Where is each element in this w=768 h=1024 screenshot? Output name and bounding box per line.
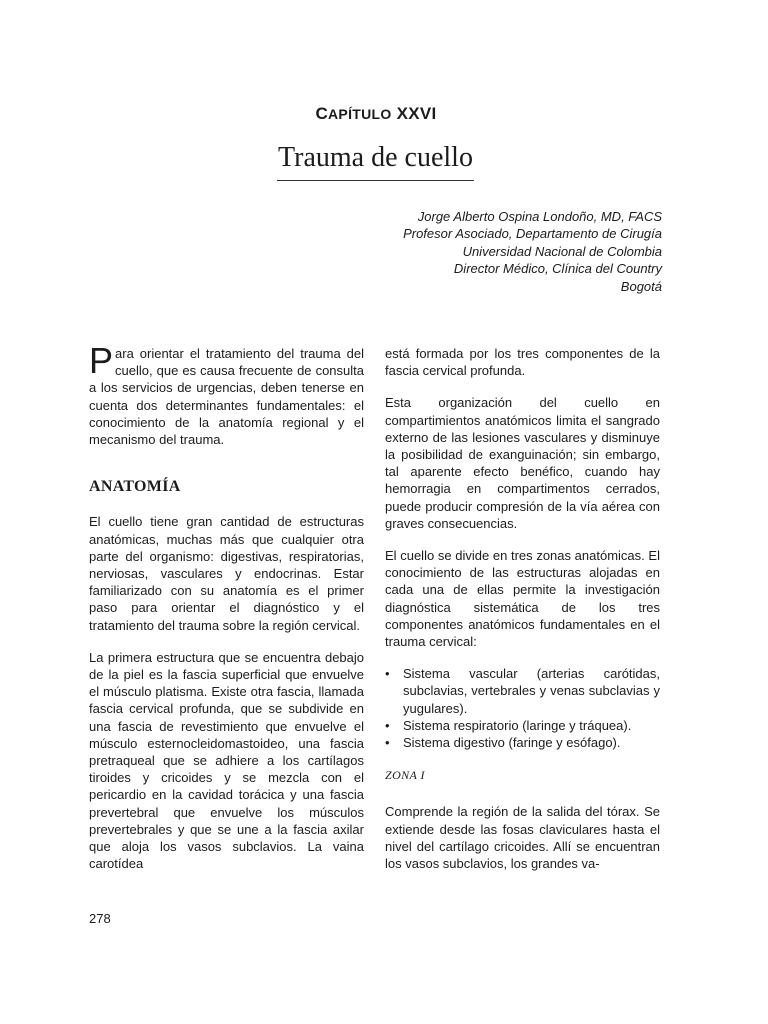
chapter-number: XXVI xyxy=(396,104,437,123)
author-position: Profesor Asociado, Departamento de Cirugía xyxy=(403,226,662,242)
drop-cap: P xyxy=(89,340,114,381)
left-column xyxy=(89,340,364,887)
title-underline xyxy=(277,180,474,181)
author-role: Director Médico, Clínica del Country xyxy=(453,261,662,277)
author-city: Bogotá xyxy=(620,278,662,294)
zone-paragraph: Comprende la región de la salida del tórax. Se extiende desde las fosas claviculares hasta el nivel del cartílago cricoides. Allí se encuentran los vasos subclavios, los grandes va- xyxy=(385,804,660,872)
zone-heading: ZONA I xyxy=(385,768,425,783)
author-name: Jorge Alberto Ospina Londoño, MD, FACS xyxy=(417,209,662,224)
bullet-icon: • xyxy=(385,735,390,751)
list-item: • Sistema vascular (arterias carótidas, subclavias, vertebrales y venas subclavias y yugulares). xyxy=(385,666,660,716)
author-university: Universidad Nacional de Colombia xyxy=(462,243,662,259)
body-paragraph: El cuello se divide en tres zonas anatómicas. El conocimiento de las estructuras alojadas en cada una de ellas permite la investigación diagnóstica sistemática de los tres componentes anatómicos fundamentales en el trauma cervical: xyxy=(385,548,660,650)
bullet-icon: • xyxy=(385,717,390,733)
chapter-title: Trauma de cuello xyxy=(278,142,473,173)
right-column xyxy=(385,345,660,887)
page-number: 278 xyxy=(89,911,111,926)
body-paragraph: El cuello tiene gran cantidad de estructuras anatómicas, muchas más que cualquier otra parte del organismo: digestivas, respiratorias, nerviosas, vasculares y endocrinas. Estar familiarizado con su anatomía es el primer paso para orientar el diagnóstico y el tratamiento del trauma sobre la región cervical. xyxy=(89,514,364,633)
body-paragraph: Esta organización del cuello en compartimientos anatómicos limita el sangrado externo de las lesiones vasculares y disminuye la posibilidad de exanguinación; sin embargo, tal aparente efecto benéfico, cuando hay hemorragia en compartimentos cerrados, puede producir compresión de la vía aérea con graves consecuencias. xyxy=(385,395,660,531)
list-item: • Sistema respiratorio (laringe y tráquea). xyxy=(385,717,632,733)
intro-text: ara orientar el tratamiento del trauma del cuello, que es causa frecuente de consulta a los servicios de urgencias, deben tenerse en cuenta dos determinantes fundamentales: el conocimiento de la anatomía regional y el mecanismo del trauma. xyxy=(89,346,364,448)
list-item: • Sistema digestivo (faringe y esófago). xyxy=(385,735,621,751)
chapter-label xyxy=(0,104,752,124)
structures-list xyxy=(385,665,660,751)
intro-paragraph xyxy=(89,340,364,448)
bullet-icon: • xyxy=(385,666,390,682)
body-paragraph: La primera estructura que se encuentra debajo de la piel es la fascia superficial que envuelve el músculo platisma. Existe otra fascia, llamada fascia cervical profunda, que se subdivide en una fascia de revestimiento que envuelve el músculo esternocleidomastoideo, una fascia pretraqueal que se adhiere a los cartílagos tiroides y cricoides y se mezcla con el pericardio en la cavidad torácica y una fascia prevertebral que envuelve los músculos prevertebrales y que se une a la fascia axilar que aloja los vasos subclavios. La vaina carotídea xyxy=(89,649,364,872)
chapter-prefix-small: APÍTULO xyxy=(328,106,392,122)
body-paragraph: está formada por los tres componentes de la fascia cervical profunda. xyxy=(385,346,660,379)
author-block xyxy=(403,208,662,295)
chapter-prefix: C xyxy=(315,104,329,123)
section-heading-anatomia: ANATOMÍA xyxy=(89,478,181,496)
